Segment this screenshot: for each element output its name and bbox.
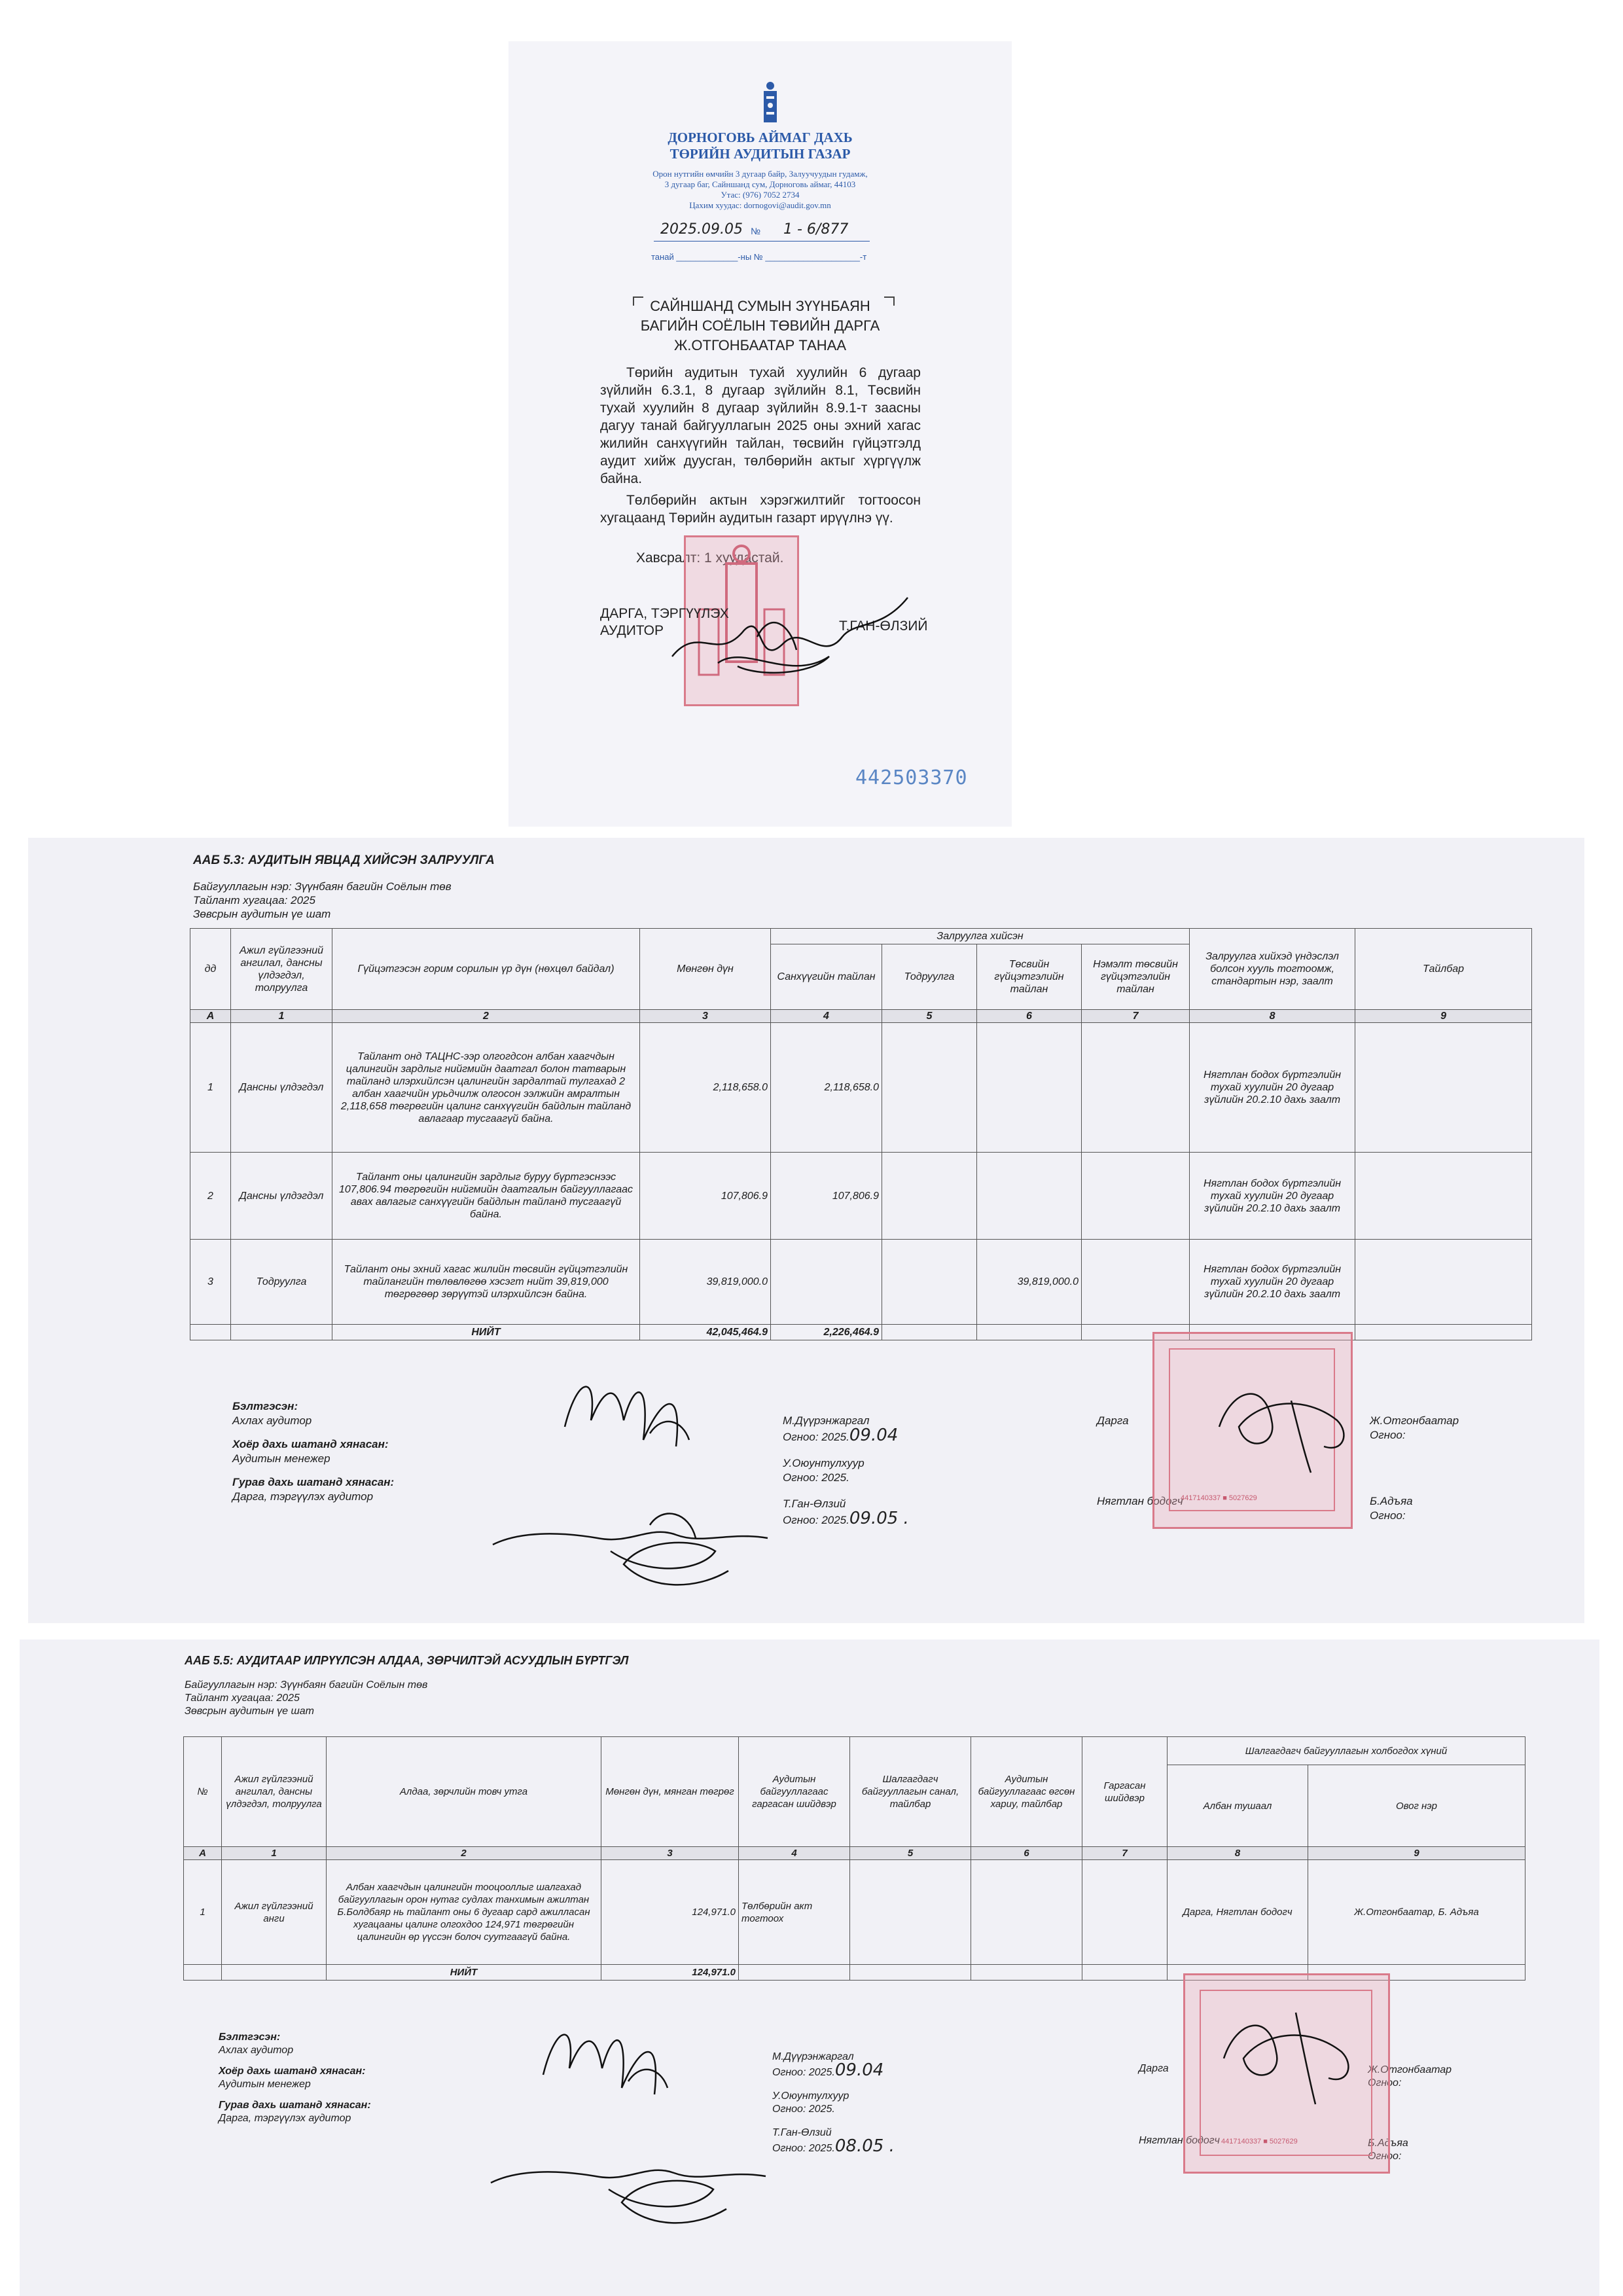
table-row: 1 Ажил гүйлгээний анги Албан хаагчдын цалингийн тооцооллыг шалгахад байгууллагын орон нутаг судлах танхимын ажилтан Б.Болдбаяр нь тайлант оны 6 дугаар сард ажилласан хугацааны цалинг олгохдоо 124,971 төгрөгийн цалингийн өр үүссэн болоч суутгаагүй байна. 124,971.0 Төлбөрийн акт тогтоох Дарга, Нягтлан бодогч Ж.Отгонбаатар, Б. Адъяа [184,1860,1525,1965]
form53-meta: Байгууллагын нэр: Зүүнбаян багийн Соёлын төв Тайлант хугацаа: 2025 Зөвсрын аудитын үе шат [193,880,452,920]
form53-head-name: Ж.Отгонбаатар Огноо: [1370,1414,1459,1441]
auditor1-signature [530,1996,753,2108]
letter-number-label: № [751,226,761,236]
header-account: Ажил гүйлгээний ангилал, дансны үлдэгдэл, толруулга [222,1737,327,1847]
form53-accountant-title: Нягтлан бодогч [1097,1495,1183,1507]
header-opinion: Шалгагдагч байгууллагын санал, тайлбар [850,1737,971,1847]
header-reclassification: Тодруулга [882,944,977,1010]
form55-accountant-name: Б.Адъяа Огноо: [1368,2138,1408,2162]
header-account: Ажил гүйлгээний ангилал, дансны үлдэгдэл, толруулга [231,929,332,1010]
signer-title: ДАРГА, ТЭРГҮҮЛЭХ АУДИТОР [600,606,729,638]
total-row: НИЙТ 124,971.0 [184,1965,1525,1981]
header-corrections-group: Залруулга хийсэн [771,929,1190,944]
barcode-number: 442503370 [855,766,968,789]
form-aab-5-3 [28,838,1584,1623]
form53-review-roles: Бэлтгэсэн: Ахлах аудитор Хоёр дахь шатанд хянасан: Аудитын менежер Гурав дахь шатанд хянасан: Дарга, тэргүүлэх аудитор [232,1400,395,1503]
form53-head-title: Дарга [1097,1414,1129,1427]
header-decision: Аудитын байгууллагаас гаргасан шийдвэр [739,1737,850,1847]
organization-seal-stamp: 4417140337 ■ 5027629 [1183,1973,1390,2174]
header-description: Алдаа, зөрчлийн товч утга [327,1737,601,1847]
letter-date: 2025.09.05 [660,221,743,238]
header-amount: Мөнгөн дүн, мянган төгрөг [601,1737,739,1847]
form53-table [190,928,1532,1340]
head-signature [1206,1361,1363,1479]
header-amount: Мөнгөн дүн [640,929,771,1010]
auditor3-signature [478,2124,779,2255]
form53-accountant-name: Б.Адъяа Огноо: [1370,1495,1413,1522]
signer-name: Т.ГАН-ӨЛЗИЙ [839,619,928,634]
form55-head-title: Дарга [1139,2063,1169,2074]
org-name-line1: ДОРНОГОВЬ АЙМАГ ДАХЬ [668,130,853,145]
form55-reviewer-names: М.Дүүрэнжаргал Огноо: 2025.09.04 У.Оюунтулхуур Огноо: 2025. Т.Ган-Өлзий Огноо: 2025.08.05 . [772,2051,895,2156]
header-position: Албан тушаал [1168,1765,1308,1847]
official-letter [508,41,1012,827]
form55-meta: Байгууллагын нэр: Зүүнбаян багийн Соёлын төв Тайлант хугацаа: 2025 Зөвсрын аудитын үе шат [185,1679,428,1717]
letter-body-paragraph-1: Төрийн аудитын тухай хуулийн 6 дугаар зүйлийн 6.3.1, 8 дугаар зүйлийн 8.1, Төсвийн тухай хуулийн 8 дугаар зүйлийн 8.9.1-т заасны дагуу танай байгууллагын 2025 оны эхний хагас жилийн санхүүгийн тайлан, төсвийн гүйцэтгэлд аудит хийж дуусган, төлбөрийн актыг хүргүүлж байна. [600,365,921,486]
header-contact-group: Шалгагдагч байгууллагын холбогдох хүний [1168,1737,1525,1765]
header-name: Овог нэр [1308,1765,1525,1847]
form53-title: ААБ 5.3: АУДИТЫН ЯВЦАД ХИЙСЭН ЗАЛРУУЛГА [193,853,495,867]
org-name-line2: ТӨРИЙН АУДИТЫН ГАЗАР [669,146,851,162]
auditor1-signature [552,1348,774,1460]
date-underline [654,241,870,242]
form55-head-name: Ж.Отгонбаатар Огноо: [1368,2064,1452,2089]
form53-reviewer-names: М.Дүүрэнжаргал Огноо: 2025.09.04 У.Оюунтулхуур Огноо: 2025. Т.Ган-Өлзий Огноо: 2025.09.05 . [783,1414,909,1528]
table-row: 3 Тодруулга Тайлант оны эхний хагас жилийн төсвийн гүйцэтгэлийн тайлангийн төлөвлөгөө хэсэгт нийт 39,819,000 төгрөгөөр зөрүүтэй илэрхийлсэн байна. 39,819,000.0 39,819,000.0 Нягтлан бодох бүртгэлийн тухай хуулийн 20 дугаар зүйлийн 20.2.10 дахь заалт [190,1240,1532,1325]
header-dd: дд [190,929,231,1010]
header-no: № [184,1737,222,1847]
form55-table [183,1736,1525,1981]
auditor3-signature [480,1466,781,1597]
header-note: Тайлбар [1355,929,1532,1010]
handwritten-signature [659,584,914,683]
table-row: 2 Дансны үлдэгдэл Тайлант оны цалингийн зардлыг буруу бүртгэснээс 107,806.94 төгрөгийн нийгмийн даатгалын байгууллагаас авах авлагыг санхүүгийн байдлын тайланд тусгаагүй байна. 107,806.9 107,806.9 Нягтлан бодох бүртгэлийн тухай хуулийн 20 дугаар зүйлийн 20.2.10 дахь заалт [190,1153,1532,1240]
form55-accountant-title: Нягтлан бодогч [1139,2135,1220,2146]
org-address: Орон нутгийн өмчийн 3 дугаар байр, Залуучуудын гудамж, 3 дугаар баг, Сайншанд сум, Дорноговь аймаг, 44103 Утас: (976) 7052 2734 Цахим хуудас: dornogovi@audit.gov.mn [652,169,868,210]
header-final-decision: Гаргасан шийдвэр [1082,1737,1168,1847]
header-law: Залруулга хийхэд үндэслэл болсон хууль тогтоомж, стандартын нэр, заалт [1190,929,1355,1010]
table-row: 1 Дансны үлдэгдэл Тайлант онд ТАЦНС-ээр олгогдсон албан хаагчдын цалингийн зардлыг нийгмийн даатгал болон татварын тайланд илэрхийлсэн цалингийн зардалтай тулгахад 2 албан хаагчийн урьдчилж олгосон ээлжийн амралтын 2,118,658 төгрөгийн цалинг санхүүгийн байдлын тайланд авлагаар тусгаагүй байна. 2,118,658.0 2,118,658.0 Нягтлан бодох бүртгэлийн тухай хуулийн 20 дугаар зүйлийн 20.2.10 дахь заалт [190,1023,1532,1153]
header-finding: Гүйцэтгэсэн горим сорилын үр дүн (нөхцөл байдал) [332,929,640,1010]
organization-seal-stamp: 4417140337 ■ 5027629 [1152,1332,1353,1529]
header-budget-report: Төсвийн гүйцэтгэлийн тайлан [977,944,1082,1010]
header-extra-budget-report: Нэмэлт төсвийн гүйцэтгэлийн тайлан [1082,944,1190,1010]
letter-number: 1 - 6/877 [783,221,849,238]
form-aab-5-5 [20,1640,1599,2296]
letter-body-paragraph-2: Төлбөрийн актын хэрэгжилтийг тогтоосон хугацаанд Төрийн аудитын газарт ирүүлнэ үү. [600,493,921,526]
header-financial-report: Санхүүгийн тайлан [771,944,882,1010]
column-index-row: А 1 2 3 4 5 6 7 8 9 [190,1010,1532,1023]
recipient-block: САЙНШАНД СУМЫН ЗҮҮНБАЯН БАГИЙН СОЁЛЫН ТӨВИЙН ДАРГА Ж.ОТГОНБААТАР ТАНАА [640,298,880,353]
header-response: Аудитын байгууллагаас өгсөн хариу, тайлбар [971,1737,1082,1847]
reference-line: танай _____________-ны № ____________________-т [651,252,867,262]
soyombo-emblem-icon [757,79,783,125]
form55-review-roles: Бэлтгэсэн: Ахлах аудитор Хоёр дахь шатанд хянасан: Аудитын менежер Гурав дахь шатанд хянасан: Дарга, тэргүүлэх аудитор [219,2032,371,2124]
form55-title: ААБ 5.5: АУДИТААР ИЛРҮҮЛСЭН АЛДАА, ЗӨРЧИЛТЭЙ АСУУДЛЫН БҮРТГЭЛ [185,1654,629,1667]
attachment-line: Хавсралт: 1 хуудастай. [636,550,784,565]
head-signature [1211,1993,1381,2111]
total-row: НИЙТ 42,045,464.9 2,226,464.9 [190,1325,1532,1340]
column-index-row: А 1 2 3 4 5 6 7 8 9 [184,1847,1525,1860]
